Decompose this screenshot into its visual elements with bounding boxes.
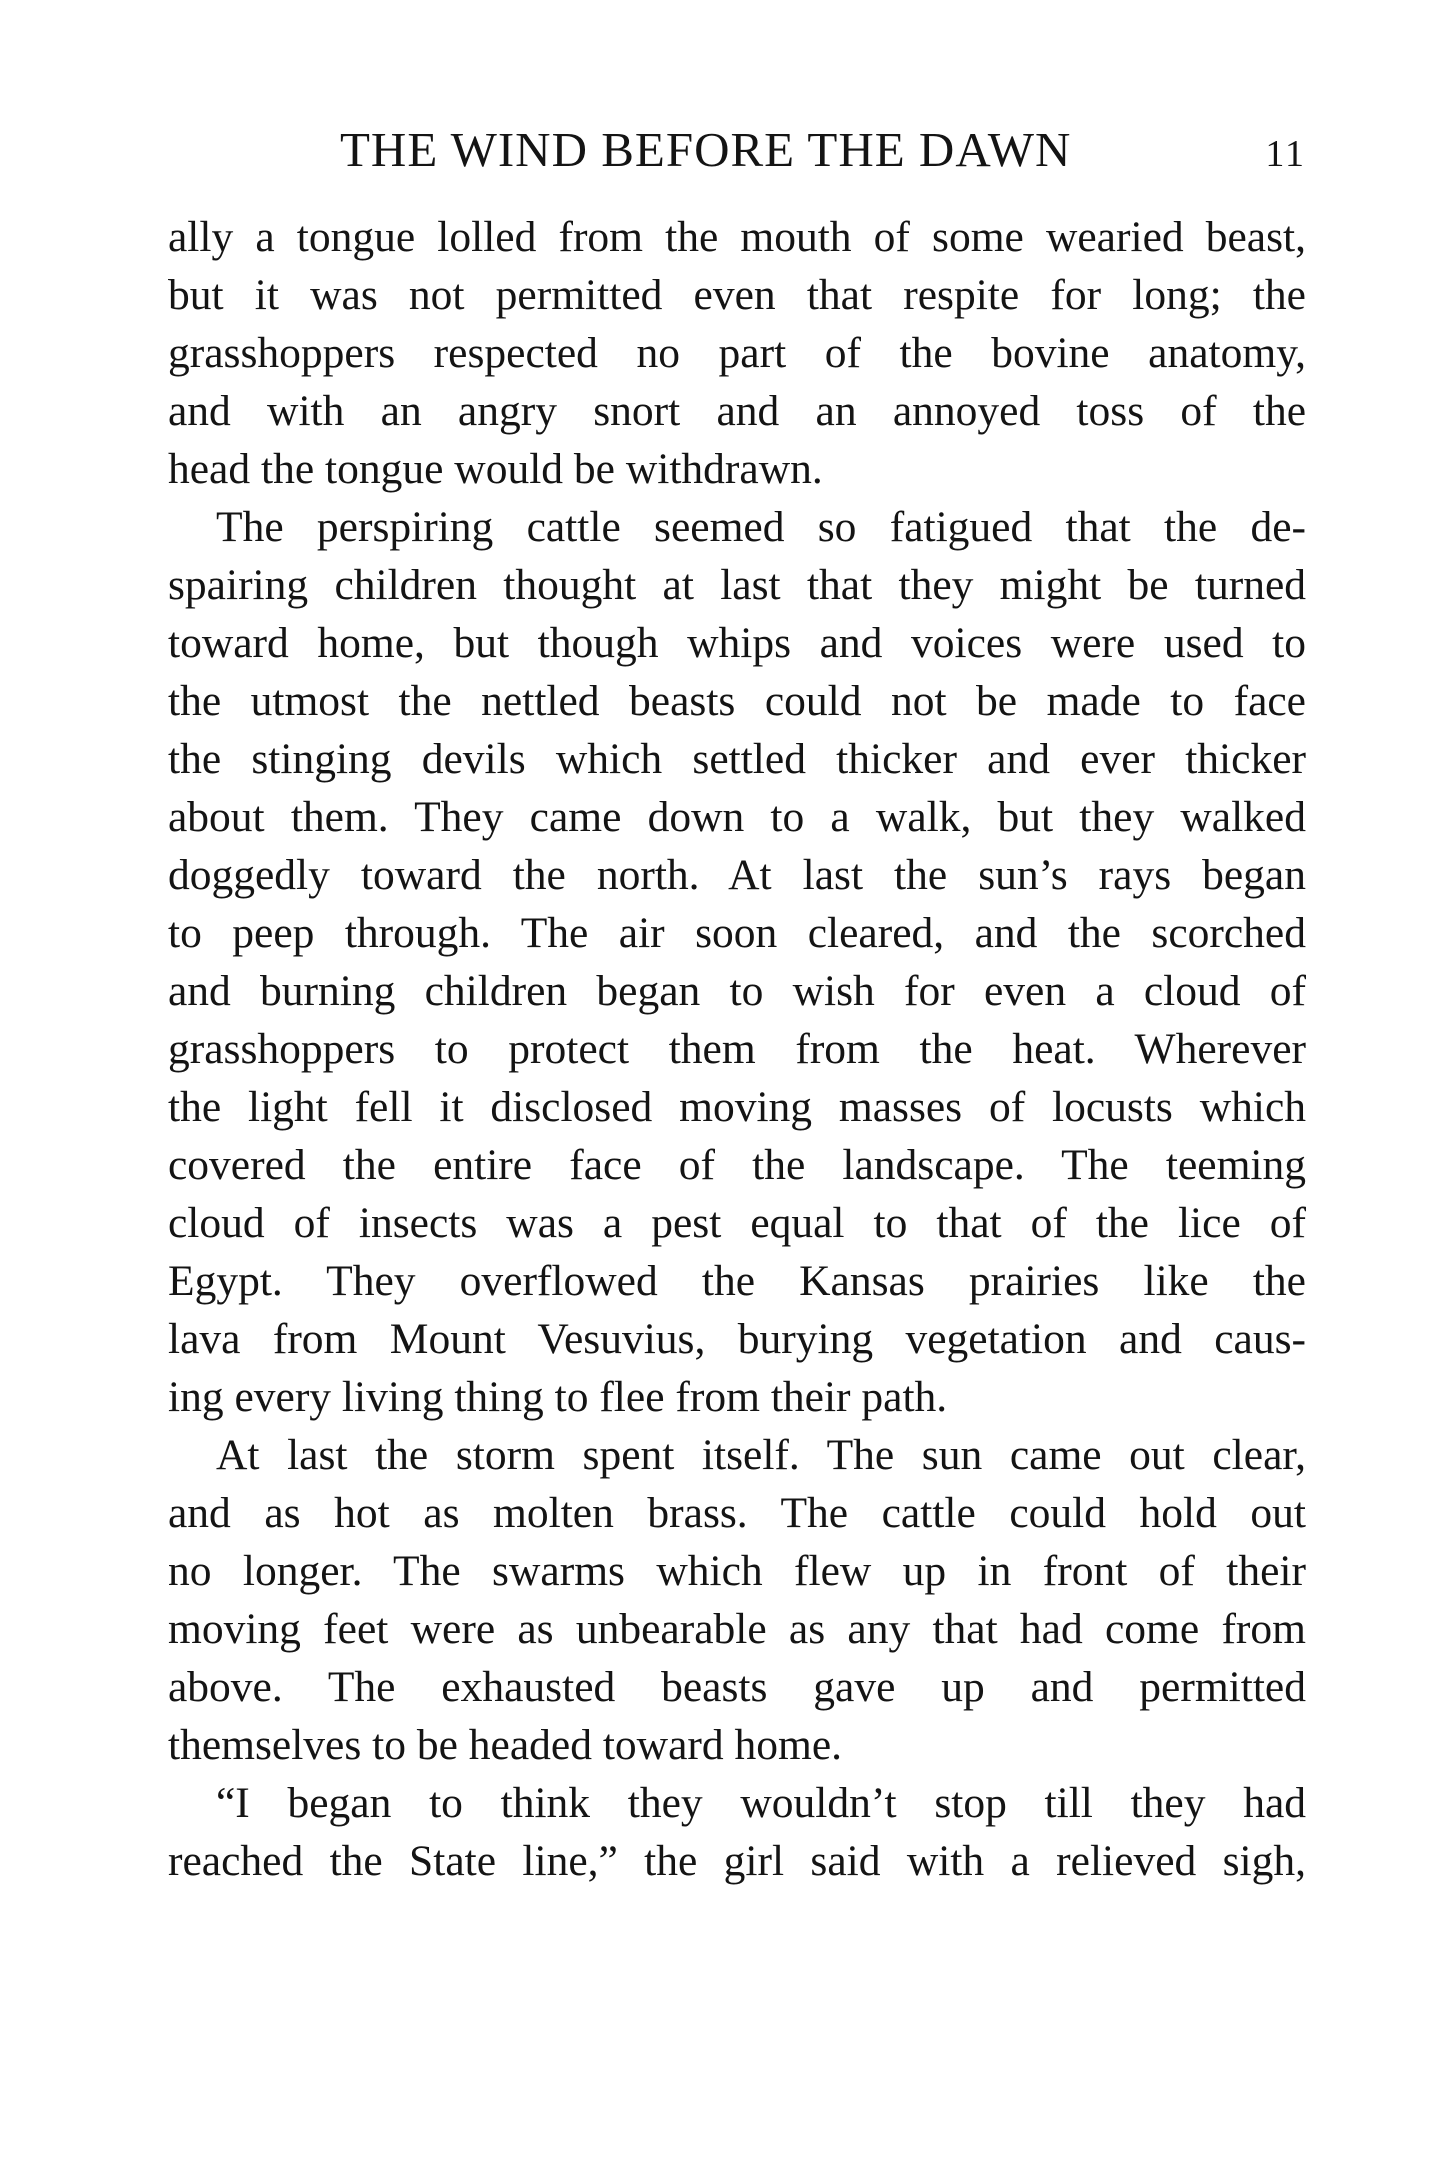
text-line: head the tongue would be withdrawn. (168, 445, 823, 493)
text-line: above. The exhausted beasts gave up and permitted (168, 1663, 1306, 1711)
text-line: doggedly toward the north. At last the sun’s rays began (168, 851, 1306, 899)
text-line: toward home, but though whips and voices were used to (168, 619, 1306, 667)
text-line: but it was not permitted even that respite for long; the (168, 271, 1306, 319)
text-line: the light fell it disclosed moving masses of locusts which (168, 1083, 1306, 1131)
running-title: THE WIND BEFORE THE DAWN (340, 122, 1072, 177)
text-line: covered the entire face of the landscape. The teeming (168, 1141, 1306, 1189)
body-text (168, 208, 1306, 1890)
text-line: grasshoppers to protect them from the heat. Wherever (168, 1025, 1306, 1073)
text-line: no longer. The swarms which flew up in front of their (168, 1547, 1306, 1595)
text-line: the utmost the nettled beasts could not be made to face (168, 677, 1306, 725)
paragraph (168, 1774, 1306, 1890)
text-line: Egypt. They overflowed the Kansas prairies like the (168, 1257, 1306, 1305)
text-line: and with an angry snort and an annoyed toss of the (168, 387, 1306, 435)
text-line: lava from Mount Vesuvius, burying vegetation and caus- (168, 1315, 1306, 1363)
text-line: about them. They came down to a walk, but they walked (168, 793, 1306, 841)
text-line: to peep through. The air soon cleared, and the scorched (168, 909, 1306, 957)
text-line: spairing children thought at last that they might be turned (168, 561, 1306, 609)
running-head (168, 120, 1306, 180)
text-line: grasshoppers respected no part of the bovine anatomy, (168, 329, 1306, 377)
paragraph (168, 208, 1306, 498)
text-line: and as hot as molten brass. The cattle could hold out (168, 1489, 1306, 1537)
text-line: The perspiring cattle seemed so fatigued that the de- (216, 503, 1306, 551)
text-line: “I began to think they wouldn’t stop till they had (216, 1779, 1306, 1827)
text-line: At last the storm spent itself. The sun came out clear, (216, 1431, 1306, 1479)
text-line: the stinging devils which settled thicker and ever thicker (168, 735, 1306, 783)
text-line: ally a tongue lolled from the mouth of some wearied beast, (168, 213, 1306, 261)
text-line: and burning children began to wish for even a cloud of (168, 967, 1306, 1015)
page-number: 11 (1265, 133, 1306, 175)
paragraph (168, 1426, 1306, 1774)
text-line: moving feet were as unbearable as any that had come from (168, 1605, 1306, 1653)
text-line: ing every living thing to flee from their path. (168, 1373, 948, 1421)
paragraph (168, 498, 1306, 1426)
text-line: reached the State line,” the girl said with a relieved sigh, (168, 1837, 1306, 1885)
text-line: themselves to be headed toward home. (168, 1721, 843, 1769)
text-line: cloud of insects was a pest equal to that of the lice of (168, 1199, 1306, 1247)
